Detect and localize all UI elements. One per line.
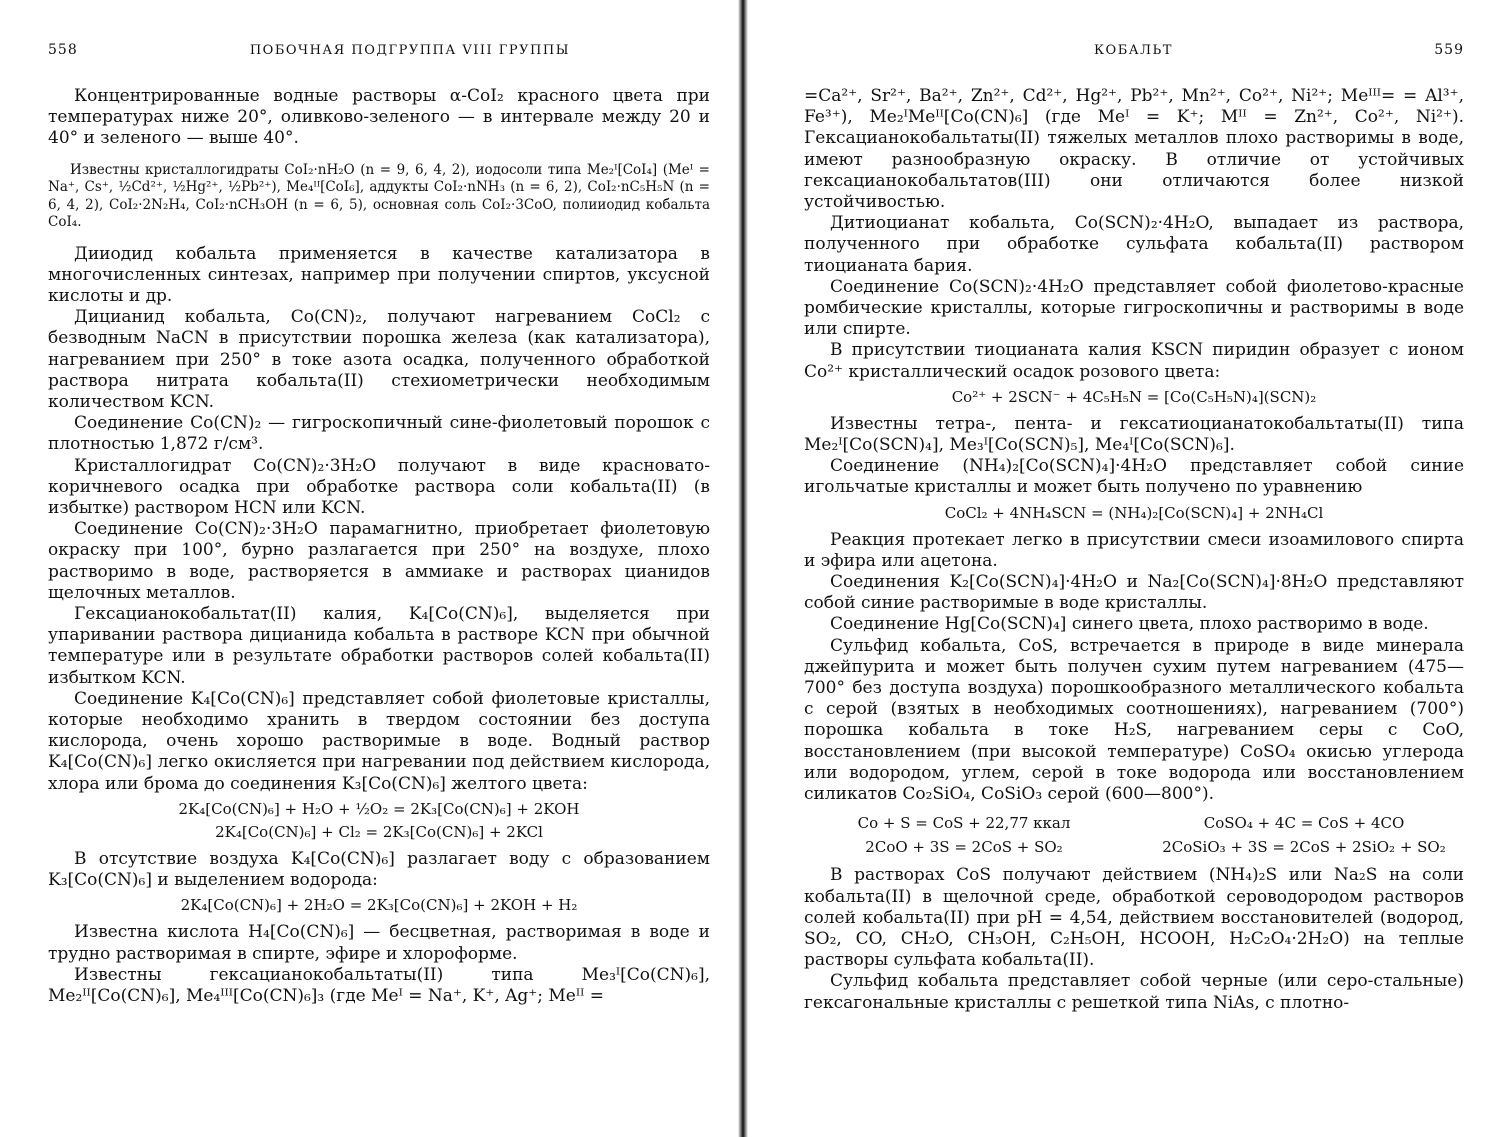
left-page (0, 0, 740, 1137)
page-number-right: 559 (1434, 42, 1464, 58)
paragraph: Дицианид кобальта, Co(CN)₂, получают нагреванием CoCl₂ с безводным NaCN в присутствии порошка железа (как катализатора), нагреванием при 250° в токе азота осадка, полученного обработкой раствора нитрата кобальта(II) стехиометрически необходимым количеством KCN. (48, 307, 710, 413)
paragraph: =Ca²⁺, Sr²⁺, Ba²⁺, Zn²⁺, Cd²⁺, Hg²⁺, Pb²⁺, Mn²⁺, Co²⁺, Ni²⁺; Meᴵᴵᴵ= = Al³⁺, Fe³⁺), Me₂ᴵMeᴵᴵ[Co(CN)₆] (где Meᴵ = K⁺; Mᴵᴵ = Zn²⁺, Co²⁺, Ni²⁺). Гексацианокобальтаты(II) тяжелых металлов плохо растворимы в воде, имеют разнообразную окраску. В отличие от устойчивых гексацианокобальтатов(III) они отличаются более низкой устойчивостью. (804, 86, 1464, 213)
paragraph: В отсутствие воздуха K₄[Co(CN)₆] разлагает воду с образованием K₃[Co(CN)₆] и выделением водорода: (48, 848, 710, 891)
right-page (772, 0, 1512, 1137)
paragraph: Соединение Hg[Co(SCN)₄] синего цвета, плохо растворимо в воде. (830, 614, 1429, 635)
paragraph: Соединения K₂[Co(SCN)₄]·4H₂O и Na₂[Co(SCN)₄]·8H₂O представляют собой синие растворимые в воде кристаллы. (804, 572, 1464, 614)
paragraph: Соединение Co(CN)₂·3H₂O парамагнитно, приобретает фиолетовую окраску при 100°, бурно разлагается при 250° на воздухе, плохо растворимо в воде, растворяется в аммиаке и растворах цианидов щелочных металлов. (48, 519, 710, 603)
equation: 2CoO + 3S = 2CoS + SO₂ (865, 838, 1063, 857)
equation: Co²⁺ + 2SCN⁻ + 4C₅H₅N = [Co(C₅H₅N)₄](SCN)₂ (951, 387, 1317, 406)
left-running-head (48, 42, 710, 86)
equation: 2K₄[Co(CN)₆] + Cl₂ = 2K₃[Co(CN)₆] + 2KCl (215, 822, 543, 841)
paragraph: Кристаллогидрат Co(CN)₂·3H₂O получают в виде красновато-коричневого осадка при обработке раствора соли кобальта(II) (в избытке) раствором HCN или KCN. (48, 455, 710, 519)
paragraph: Соединение K₄[Co(CN)₆] представляет собой фиолетовые кристаллы, которые необходимо хранить в твердом состоянии без доступа кислорода, очень хорошо растворимые в воде. Водный раствор K₄[Co(CN)₆] легко окисляется при нагревании под действием кислорода, хлора или брома до соединения K₃[Co(CN)₆] желтого цвета: (48, 688, 710, 794)
running-title-left: ПОБОЧНАЯ ПОДГРУППА VIII ГРУППЫ (249, 43, 570, 58)
equation-grid (804, 811, 1464, 859)
right-running-head (804, 42, 1464, 86)
equation: Co + S = CoS + 22,77 ккал (857, 814, 1071, 833)
equation: 2K₄[Co(CN)₆] + 2H₂O = 2K₃[Co(CN)₆] + 2KOH + H₂ (180, 896, 578, 915)
paragraph: Сульфид кобальта представляет собой черные (или серо-стальные) гексагональные кристаллы с решеткой типа NiAs, с плотно- (804, 971, 1464, 1013)
equation: 2K₄[Co(CN)₆] + H₂O + ½O₂ = 2K₃[Co(CN)₆] + 2KOH (178, 799, 580, 818)
paragraph: Известны гексацианокобальтаты(II) типа Me₃ᴵ[Co(CN)₆], Me₂ᴵᴵ[Co(CN)₆], Me₄ᴵᴵᴵ[Co(CN)₆]₃ (где Meᴵ = Na⁺, K⁺, Ag⁺; Meᴵᴵ = (48, 964, 710, 1006)
paragraph: Известна кислота H₄[Co(CN)₆] — бесцветная, растворимая в воде и трудно растворимая в спирте, эфире и хлороформе. (48, 922, 710, 964)
equation: CoSO₄ + 4C = CoS + 4CO (1203, 814, 1405, 833)
paragraph: Концентрированные водные растворы α-CoI₂ красного цвета при температурах ниже 20°, оливково-зеленого — в интервале между 20 и 40° и зеленого — выше 40°. (48, 86, 710, 149)
equation: CoCl₂ + 4NH₄SCN = (NH₄)₂[Co(SCN)₄] + 2NH₄Cl (944, 503, 1324, 522)
paragraph: Известны тетра-, пента- и гексатиоцианатокобальтаты(II) типа Me₂ᴵ[Co(SCN)₄], Me₃ᴵ[Co(SCN)₅], Me₄ᴵ[Co(SCN)₆]. (804, 413, 1464, 456)
paragraph: В растворах CoS получают действием (NH₄)₂S или Na₂S на соли кобальта(II) в щелочной среде, обработкой сероводородом растворов солей кобальта(II) при pH = 4,54, действием восстановителей (водород, SO₂, CO, CH₂O, CH₃OH, C₂H₅OH, HCOOH, H₂C₂O₄·2H₂O) на теплые растворы сульфата кобальта(II). (804, 865, 1464, 971)
paragraph: Соединение (NH₄)₂[Co(SCN)₄]·4H₂O представляет собой синие игольчатые кристаллы и может быть получено по уравнению (804, 456, 1464, 498)
paragraph: Дитиоцианат кобальта, Co(SCN)₂·4H₂O, выпадает из раствора, полученного при обработке сульфата кобальта(II) раствором тиоцианата бария. (804, 213, 1464, 276)
paragraph: Реакция протекает легко в присутствии смеси изоамилового спирта и эфира или ацетона. (804, 529, 1464, 571)
paragraph: В присутствии тиоцианата калия KSCN пиридин образует с ионом Co²⁺ кристаллический осадок розового цвета: (804, 340, 1464, 382)
paragraph: Сульфид кобальта, CoS, встречается в природе в виде минерала джейпурита и может быть получен сухим путем нагреванием (475—700° без доступа воздуха) порошкообразного металлического кобальта с серой (взятых в необходимых соотношениях), нагреванием (700°) порошка кобальта в токе H₂S, нагреванием серы с CoO, восстановлением (при высокой температуре) CoSO₄ окисью углерода или водородом, углем, серой в токе водорода или восстановлением силикатов Co₂SiO₄, CoSiO₃ серой (600—800°). (804, 635, 1464, 805)
paragraph: Дииодид кобальта применяется в качестве катализатора в многочисленных синтезах, например при получении спиртов, уксусной кислоты и др. (48, 243, 710, 307)
running-title-right: КОБАЛЬТ (1094, 43, 1173, 58)
paragraph: Соединение Co(SCN)₂·4H₂O представляет собой фиолетово-красные ромбические кристаллы, которые гигроскопичны и растворимы в воде или спирте. (804, 276, 1464, 340)
equation: 2CoSiO₃ + 3S = 2CoS + 2SiO₂ + SO₂ (1162, 838, 1446, 857)
paragraph: Соединение Co(CN)₂ — гигроскопичный сине-фиолетовый порошок с плотностью 1,872 г/см³. (48, 413, 710, 455)
small-print-paragraph: Известны кристаллогидраты CoI₂·nH₂O (n = 9, 6, 4, 2), иодосоли типа Me₂ᴵ[CoI₄] (Meᴵ = Na⁺, Cs⁺, ½Cd²⁺, ½Hg²⁺, ½Pb²⁺), Me₄ᴵᴵ[CoI₆], аддукты CoI₂·nNH₃ (n = 6, 2), CoI₂·nC₅H₅N (n = 6, 4, 2), CoI₂·2N₂H₄, CoI₂·nCH₃OH (n = 6, 5), основная соль CoI₂·3CoO, полииодид кобальта CoI₄. (48, 161, 710, 231)
page-number-left: 558 (48, 42, 78, 58)
paragraph: Гексацианокобальтат(II) калия, K₄[Co(CN)₆], выделяется при упаривании раствора дицианида кобальта в растворе KCN при обычной температуре или в результате обработки растворов солей кобальта(II) избытком KCN. (48, 604, 710, 688)
